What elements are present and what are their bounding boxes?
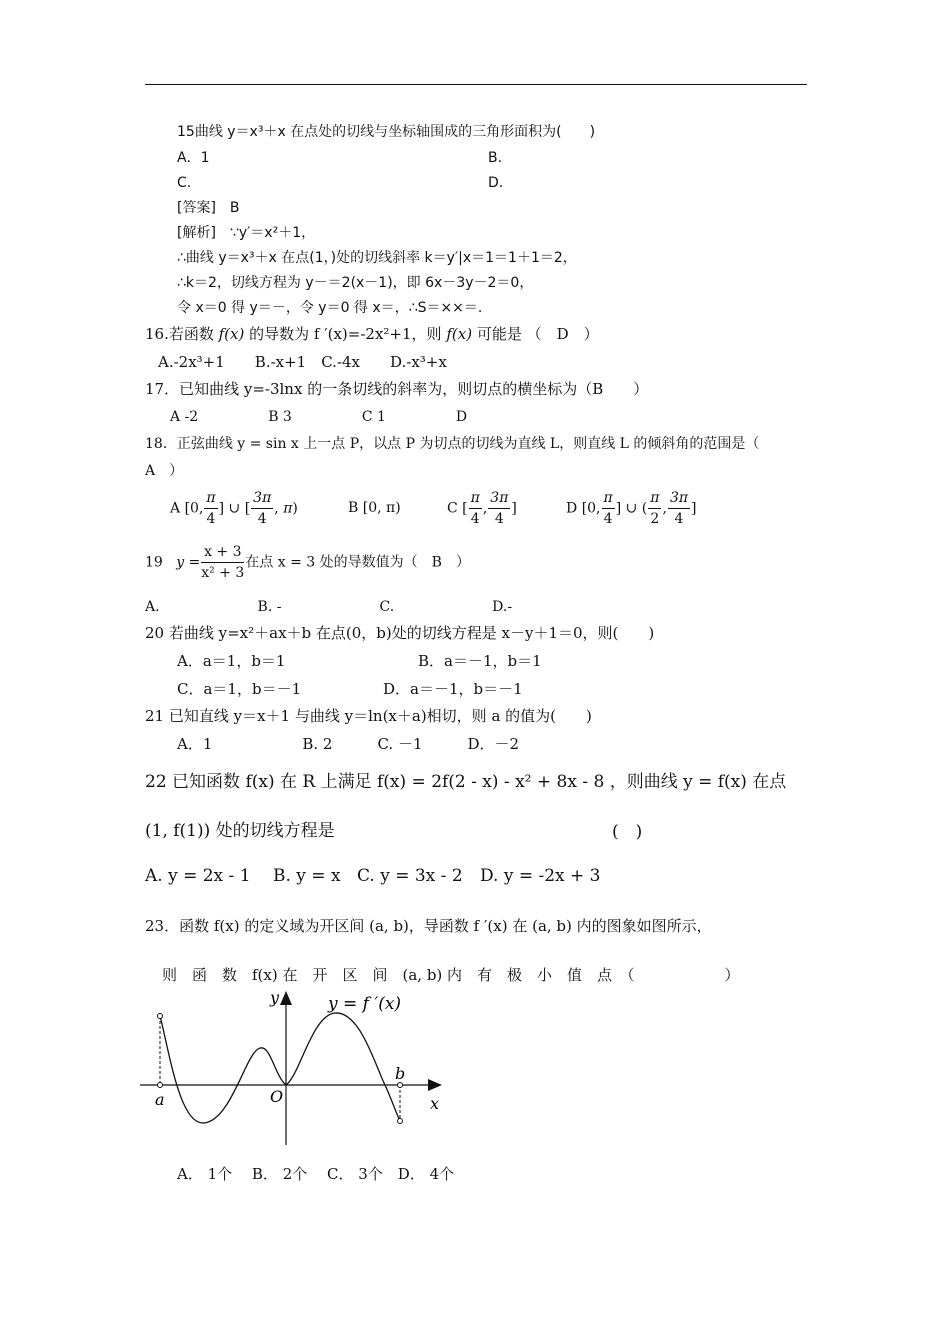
q21-stem: 21 已知直线 y＝x＋1 与曲线 y＝ln(x＋a)相切，则 a 的值为( ): [145, 707, 592, 725]
a-top-point: [158, 1014, 163, 1019]
q23-stem: 23．函数 f(x) 的定义域为开区间 (a, b)，导函数 f ′(x) 在 (a, b) 内的图象如图所示，: [145, 917, 712, 935]
q20-option-b: B．a＝－1，b＝1: [418, 652, 542, 670]
q19-numerator: x + 3: [201, 542, 244, 563]
q18-option-d: D [0, $\frac{\pi}{4}$ ] ∪ ( $\frac{\pi}{2}$ , $\frac{3\pi}{4}$ ]: [566, 490, 697, 527]
q18-option-b: [348, 498, 401, 518]
y-axis-label: y: [270, 988, 280, 1007]
q19-y: y =: [176, 554, 201, 571]
q18-option-d-label: D: [566, 500, 578, 517]
q15-answer: [答案] B: [177, 200, 240, 216]
q18-stem: 18．正弦曲线 y = sin x 上一点 P，以点 P 为切点的切线为直线 L，则直线 L 的倾斜角的范围是（: [145, 436, 760, 452]
q18-option-b-label: B: [348, 500, 359, 516]
q22-option-c: C. y = 3x - 2: [357, 866, 463, 886]
q20-stem: 20 若曲线 y=x²＋ax＋b 在点(0，b)处的切线方程是 x－y＋1＝0，则( ): [145, 624, 655, 642]
x-axis-label: x: [430, 1094, 440, 1113]
q15-line1-b: |x＝1＝1＋1＝2，: [458, 250, 577, 266]
q21-options: A．1 B. 2 C. －1 D．－2: [177, 735, 520, 753]
q23-options: A． 1个 B． 2个 C． 3个 D． 4个: [177, 1165, 455, 1183]
q18-option-b-expr: [0, π): [362, 500, 401, 516]
q16-stem-d: f ′(x)=-2x²+1，则: [313, 325, 447, 343]
q15-option-a: A．1: [177, 150, 210, 166]
b-axis-point: [398, 1083, 403, 1088]
b-label: b: [395, 1064, 406, 1083]
q16-stem-a: 16.若函数: [145, 325, 219, 343]
q22-stem2: (1, f(1)) 处的切线方程是: [145, 821, 335, 841]
q15-option-c: C.: [177, 175, 192, 191]
q15-stem: 15曲线 y＝x³＋x 在点处的切线与坐标轴围成的三角形面积为( ): [177, 124, 596, 140]
q16-stem-b: f(x): [218, 325, 245, 343]
header-rule: [145, 84, 807, 85]
derivative-curve: [160, 1013, 400, 1123]
b-bottom-point: [398, 1119, 403, 1124]
q16-stem: [145, 324, 599, 344]
q23-stem2: 则 函 数 f(x) 在 开 区 间 (a, b) 内 有 极 小 值 点 （ ）: [162, 966, 740, 984]
q20-option-a: A．a＝1，b＝1: [177, 652, 286, 670]
q20-option-d: D．a＝－1，b＝－1: [383, 680, 523, 698]
q15-analysis: [解析] ∵y′＝x²＋1，: [177, 225, 316, 241]
q19-denominator: x² + 3: [201, 565, 245, 581]
q19-tail: 在点 x = 3 处的导数值为（ B ）: [245, 554, 470, 571]
q15-line3: 令 x＝0 得 y＝－，令 y＝0 得 x＝，∴S＝××＝.: [177, 300, 483, 316]
q22-option-b: B. y = x: [273, 866, 341, 886]
q22-option-d: D. y = -2x + 3: [480, 866, 601, 886]
x-axis-arrow: [428, 1079, 442, 1091]
q18-option-a: A [0, $\frac{\pi}{4}$ ] ∪ [ $\frac{3\pi}{4}$ , π): [170, 490, 298, 527]
origin-label: O: [270, 1087, 284, 1106]
q18-option-c-label: C: [447, 500, 458, 517]
q15-line1-a: ∴曲线 y＝x³＋x 在点(1，)处的切线斜率 k＝y′: [177, 250, 459, 266]
q22-stem: 22 已知函数 f(x) 在 R 上满足 f(x) = 2f(2 - x) - x² + 8x - 8 ，则曲线 y = f(x) 在点: [145, 772, 787, 792]
q22-option-a: A. y = 2x - 1: [145, 866, 251, 886]
curve-label: y = f ′(x): [328, 994, 402, 1014]
q19-stem: [145, 542, 470, 583]
q18-option-c: C [ $\frac{\pi}{4}$ , $\frac{3\pi}{4}$ ]: [447, 490, 517, 527]
q17-options: A -2 B 3 C 1 D: [170, 409, 468, 425]
y-axis-arrow: [280, 991, 292, 1005]
q15-option-d: D.: [488, 175, 504, 191]
q15-line1: [177, 248, 577, 268]
q19-num: 19: [145, 554, 163, 571]
q18-stem2: A ）: [145, 463, 184, 479]
q16-options: A.-2x³+1 B.-x+1 C.-4x D.-x³+x: [158, 353, 447, 371]
a-label: a: [155, 1090, 165, 1109]
q15-option-b: B.: [488, 150, 503, 166]
q22-paren: ( ): [612, 822, 643, 842]
q18-option-a-label: A: [170, 500, 181, 517]
q16-stem-e: f(x): [446, 325, 473, 343]
q17-stem: 17．已知曲线 y=-3lnx 的一条切线的斜率为，则切点的横坐标为（B ）: [145, 380, 649, 398]
a-axis-point: [158, 1083, 163, 1088]
q15-line2: ∴k＝2，切线方程为 y－＝2(x－1)，即 6x－3y－2＝0，: [177, 275, 534, 291]
q16-stem-c: 的导数为: [244, 325, 314, 343]
derivative-graph: [130, 985, 460, 1155]
q16-stem-f: 可能是 （ D ）: [472, 325, 599, 343]
q20-option-c: C．a＝1，b＝－1: [177, 680, 302, 698]
q19-options: A. B. - C. D.-: [145, 599, 513, 615]
